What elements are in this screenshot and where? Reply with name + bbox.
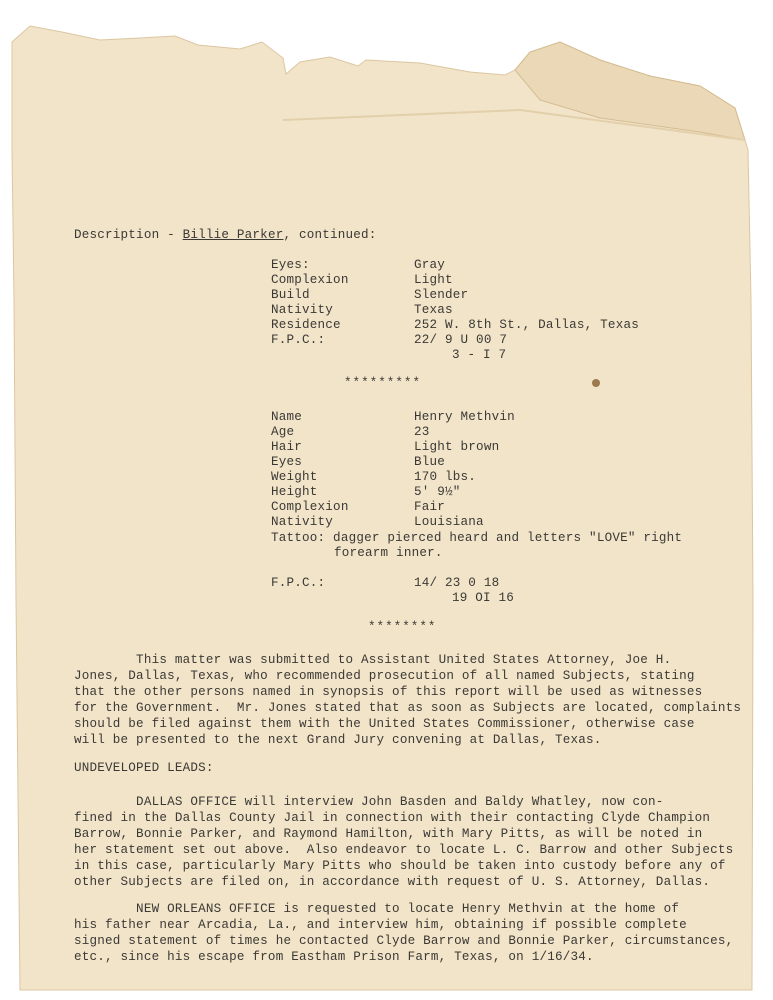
field-label-complexion: Complexion: [271, 500, 349, 514]
stain-spot: [592, 379, 600, 387]
section-heading-undeveloped-leads: UNDEVELOPED LEADS:: [74, 761, 214, 775]
paragraph-line: signed statement of times he contacted Clyde Barrow and Bonnie Parker, circumstances,: [74, 934, 734, 948]
field-label-fpc: F.P.C.:: [271, 333, 326, 347]
field-label-nativity: Nativity: [271, 515, 334, 529]
paragraph-line: Barrow, Bonnie Parker, and Raymond Hamilton, with Mary Pitts, as will be noted in: [74, 827, 703, 841]
paragraph-line: This matter was submitted to Assistant United States Attorney, Joe H.: [74, 653, 672, 667]
field-value-age: 23: [414, 425, 430, 439]
field-label-fpc: F.P.C.:: [271, 576, 326, 590]
tattoo-line-2: forearm inner.: [334, 546, 443, 560]
paragraph-line: her statement set out above. Also endeavor to locate L. C. Barrow and other Subjects: [74, 843, 734, 857]
field-value-complexion: Light: [414, 273, 453, 287]
field-label-complexion: Complexion: [271, 273, 349, 287]
paragraph-line: NEW ORLEANS OFFICE is requested to locate Henry Methvin at the home of: [74, 902, 680, 916]
paragraph-line: should be filed against them with the United States Commissioner, otherwise case: [74, 717, 695, 731]
field-label-residence: Residence: [271, 318, 341, 332]
field-value-fpc-line2: 19 OI 16: [452, 591, 515, 605]
field-value-fpc-line2: 3 - I 7: [452, 348, 507, 362]
field-label-name: Name: [271, 410, 303, 424]
paragraph-line: his father near Arcadia, La., and interview him, obtaining if possible complete: [74, 918, 687, 932]
paragraph-line: Jones, Dallas, Texas, who recommended prosecution of all named Subjects, stating: [74, 669, 695, 683]
paragraph-line: other Subjects are filed on, in accordance with request of U. S. Attorney, Dallas.: [74, 875, 711, 889]
field-label-height: Height: [271, 485, 318, 499]
tattoo-line-1: Tattoo: dagger pierced heard and letters "LOVE" right: [271, 531, 683, 545]
paragraph-line: etc., since his escape from Eastham Prison Farm, Texas, on 1/16/34.: [74, 950, 594, 964]
field-label-weight: Weight: [271, 470, 318, 484]
document-heading: Description - Billie Parker, continued:: [74, 228, 377, 242]
field-value-hair: Light brown: [414, 440, 500, 454]
paragraph-line: DALLAS OFFICE will interview John Basden and Baldy Whatley, now con-: [74, 795, 664, 809]
paragraph-line: that the other persons named in synopsis of this report will be used as witnesses: [74, 685, 703, 699]
field-value-weight: 170 lbs.: [414, 470, 477, 484]
field-label-age: Age: [271, 425, 295, 439]
field-label-hair: Hair: [271, 440, 303, 454]
field-value-height: 5' 9½": [414, 485, 461, 499]
field-label-nativity: Nativity: [271, 303, 334, 317]
separator-stars: *********: [344, 376, 422, 390]
field-value-fpc: 22/ 9 U 00 7: [414, 333, 508, 347]
field-value-name: Henry Methvin: [414, 410, 515, 424]
field-value-eyes: Blue: [414, 455, 446, 469]
paragraph-line: will be presented to the next Grand Jury convening at Dallas, Texas.: [74, 733, 602, 747]
field-value-build: Slender: [414, 288, 469, 302]
field-value-complexion: Fair: [414, 500, 446, 514]
subject-name: Billie Parker: [182, 228, 284, 242]
field-label-build: Build: [271, 288, 310, 302]
field-value-nativity: Louisiana: [414, 515, 484, 529]
paragraph-line: for the Government. Mr. Jones stated that as soon as Subjects are located, complaints: [74, 701, 742, 715]
paragraph-line: in this case, particularly Mary Pitts who should be taken into custody before any of: [74, 859, 726, 873]
paragraph-line: fined in the Dallas County Jail in connection with their contacting Clyde Champion: [74, 811, 711, 825]
field-value-nativity: Texas: [414, 303, 453, 317]
field-value-eyes: Gray: [414, 258, 446, 272]
field-label-eyes: Eyes: [271, 455, 303, 469]
field-value-fpc: 14/ 23 0 18: [414, 576, 500, 590]
field-label-eyes: Eyes:: [271, 258, 310, 272]
field-value-residence: 252 W. 8th St., Dallas, Texas: [414, 318, 639, 332]
separator-stars: ********: [368, 620, 437, 634]
